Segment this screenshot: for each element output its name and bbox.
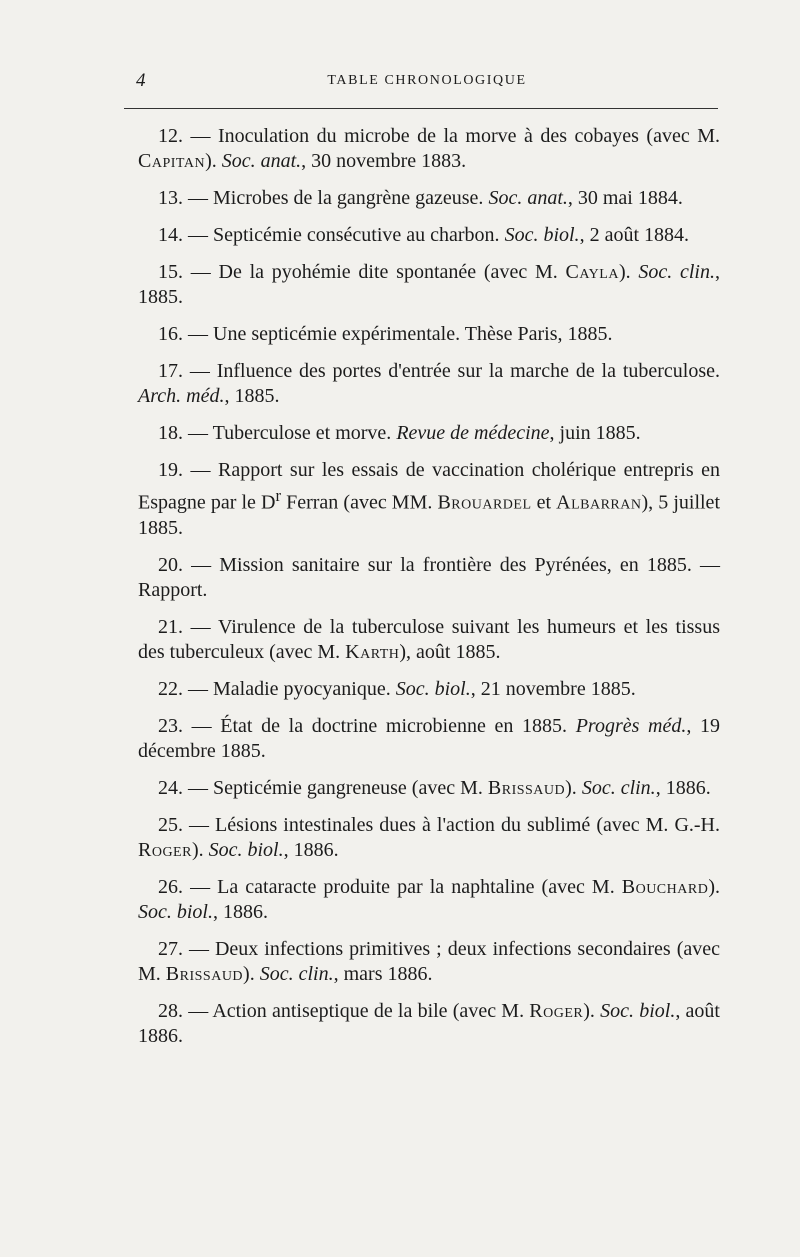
entry-19: 19. — Rapport sur les essais de vaccination cholérique entrepris en Espagne par le $D^r$ Ferran (avec MM. Brouardel et Albarran), 5 juillet 1885. — [138, 459, 720, 539]
entry-25: 25. — Lésions intestinales dues à l'action du sublimé (avec M. G.-H. Roger). Soc. biol., 1886. — [138, 813, 720, 861]
running-title: TABLE CHRONOLOGIQUE — [327, 73, 527, 88]
entry-18: 18. — Tuberculose et morve. Revue de médecine, juin 1885. — [158, 422, 641, 444]
entry-27: 27. — Deux infections primitives ; deux infections secondaires (avec M. Brissaud). Soc. clin., mars 1886. — [138, 937, 720, 985]
entry-16: 16. — Une septicémie expérimentale. Thèse Paris, 1885. — [158, 323, 613, 345]
entry-15: 15. — De la pyohémie dite spontanée (avec M. Cayla). Soc. clin., 1885. — [138, 261, 720, 308]
header-rule — [124, 108, 718, 109]
entry-22: 22. — Maladie pyocyanique. Soc. biol., 21 novembre 1885. — [158, 677, 636, 700]
entry-21: 21. — Virulence de la tuberculose suivant les humeurs et les tissus des tuberculeux (avec M. Karth), août 1885. — [138, 615, 720, 663]
bibliography-list — [138, 124, 720, 1061]
entry-24: 24. — Septicémie gangreneuse (avec M. Brissaud). Soc. clin., 1886. — [158, 776, 711, 799]
entry-20: 20. — Mission sanitaire sur la frontière des Pyrénées, en 1885. — Rapport. — [138, 553, 720, 601]
entry-17: 17. — Influence des portes d'entrée sur la marche de la tuberculose. Arch. méd., 1885. — [138, 360, 720, 407]
entry-12: 12. — Inoculation du microbe de la morve à des cobayes (avec M. Capitan). Soc. anat., 30 novembre 1883. — [138, 125, 720, 172]
entry-13: 13. — Microbes de la gangrène gazeuse. Soc. anat., 30 mai 1884. — [158, 187, 683, 209]
entry-23: 23. — État de la doctrine microbienne en 1885. Progrès méd., 19 décembre 1885. — [138, 714, 721, 762]
page-number: 4 — [136, 70, 146, 91]
entry-14: 14. — Septicémie consécutive au charbon. Soc. biol., 2 août 1884. — [158, 224, 689, 246]
entry-28: 28. — Action antiseptique de la bile (avec M. Roger). Soc. biol., août 1886. — [138, 999, 720, 1047]
entry-26: 26. — La cataracte produite par la naphtaline (avec M. Bouchard). Soc. biol., 1886. — [138, 875, 720, 923]
page-header — [136, 70, 718, 100]
